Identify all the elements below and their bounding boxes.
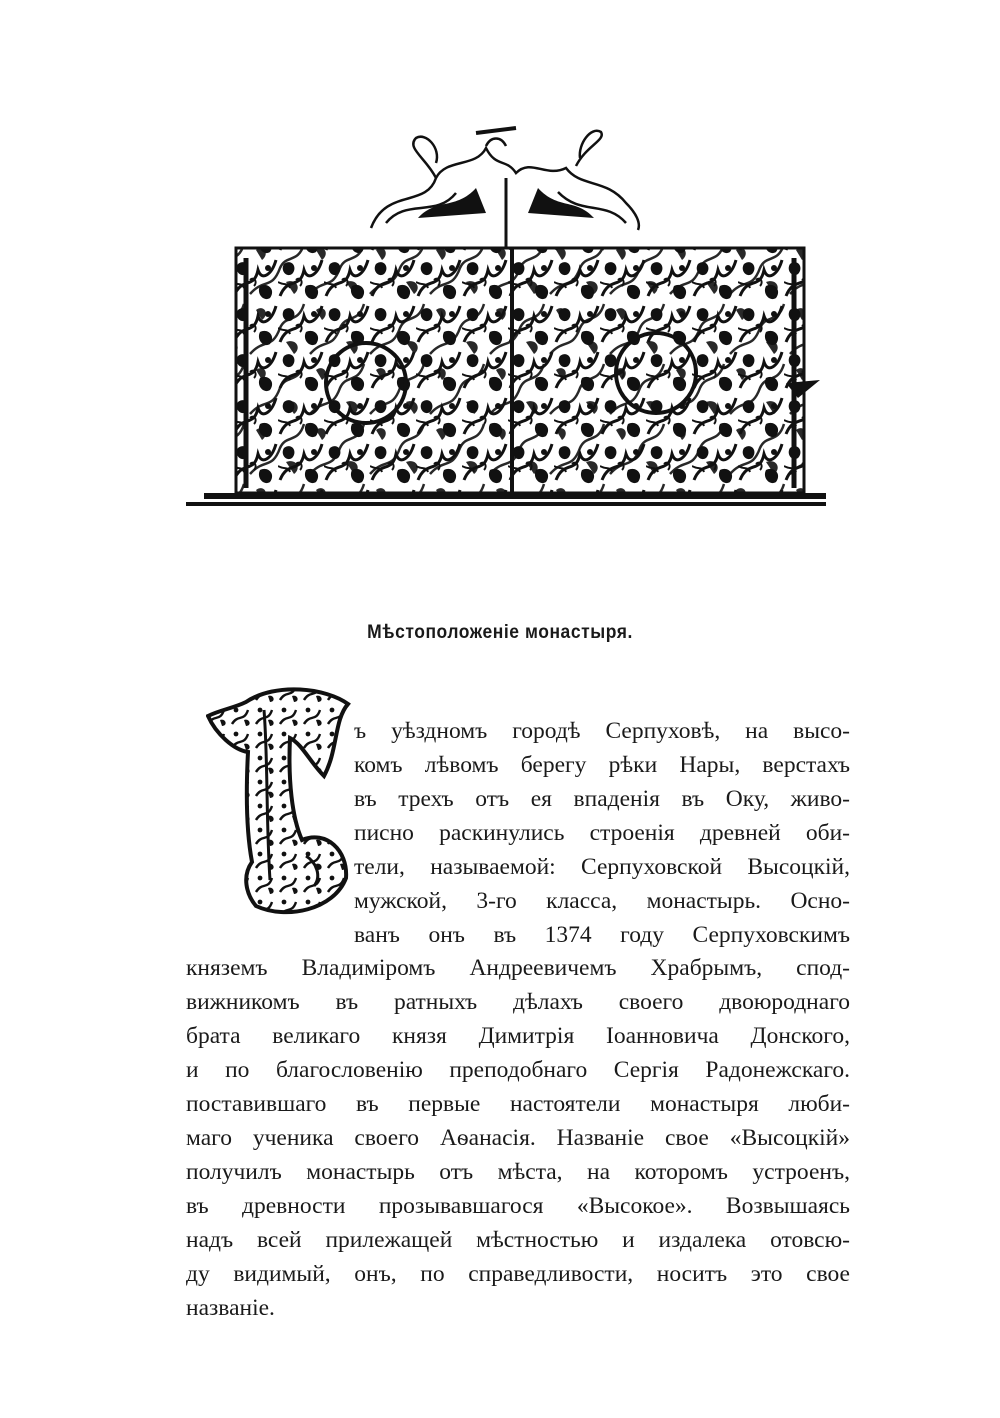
paragraph-line: и по благословенію преподобнаго Сергія Радонежскаго. <box>186 1057 850 1083</box>
paragraph-line: ду видимый, онъ, по справедливости, носитъ это свое <box>186 1261 850 1287</box>
drop-cap-initial <box>206 680 356 920</box>
paragraph-line: въ трехъ отъ ея впаденія въ Оку, живо- <box>354 786 850 812</box>
paragraph-line: получилъ монастырь отъ мѣста, на которомъ устроенъ, <box>186 1159 850 1185</box>
paragraph-line: писно раскинулись строенія древней оби- <box>354 820 850 846</box>
paragraph-line: мужской, 3-го класса, монастырь. Осно- <box>354 888 850 914</box>
paragraph-line: названіе. <box>186 1295 275 1321</box>
paragraph-line: поставившаго въ первые настоятели монастыря люби- <box>186 1091 850 1117</box>
ornamental-headpiece <box>186 118 826 518</box>
paragraph-line: маго ученика своего Аѳанасія. Названіе свое «Высоцкій» <box>186 1125 850 1151</box>
paragraph-line: ъ уѣздномъ городѣ Серпуховѣ, на высо- <box>354 718 850 744</box>
paragraph-line: вижникомъ въ ратныхъ дѣлахъ своего двоюроднаго <box>186 989 850 1015</box>
paragraph-line: брата великаго князя Димитрія Іоанновича Донского, <box>186 1023 850 1049</box>
paragraph-line: надъ всей прилежащей мѣстностью и издалека отовсю- <box>186 1227 850 1253</box>
paragraph-line: ванъ онъ въ 1374 году Серпуховскимъ <box>354 922 850 948</box>
section-heading: Мѣстоположеніе монастыря. <box>367 622 633 643</box>
paragraph-line: княземъ Владиміромъ Андреевичемъ Храбрымъ, спод- <box>186 955 850 981</box>
paragraph-line: комъ лѣвомъ берегу рѣки Нары, верстахъ <box>354 752 850 778</box>
plinth <box>204 493 826 499</box>
paragraph-line: въ древности прозывавшагося «Высокое». Возвышаясь <box>186 1193 850 1219</box>
paragraph-line: тели, называемой: Серпуховской Высоцкій, <box>354 854 850 880</box>
